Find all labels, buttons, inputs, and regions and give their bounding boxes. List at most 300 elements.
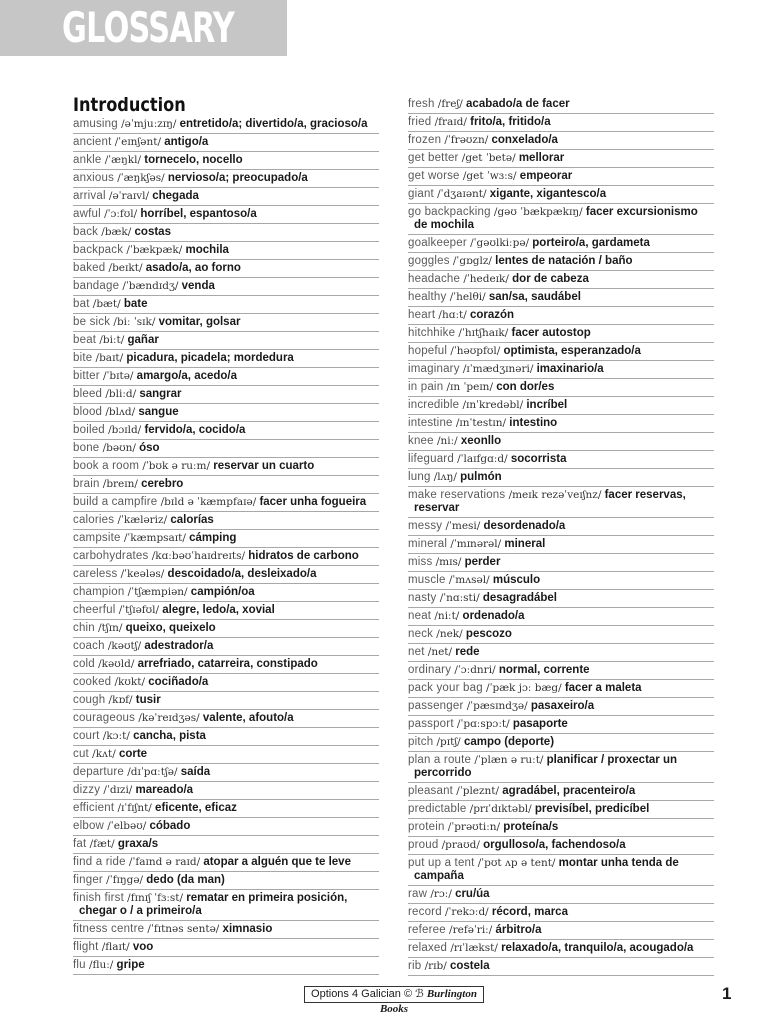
entry-word: departure <box>73 766 125 778</box>
entry-word: messy <box>408 520 443 532</box>
glossary-entry <box>73 476 379 494</box>
glossary-entry <box>408 644 714 662</box>
entry-translation: acabado/a de facer <box>466 98 570 110</box>
entry-word: record <box>408 906 442 918</box>
glossary-entry <box>73 818 379 836</box>
footer-publisher: Burlington Books <box>379 988 477 1015</box>
entry-pronunciation: /əˈraɪvl/ <box>108 190 150 202</box>
glossary-entry <box>408 325 714 343</box>
glossary-entry <box>73 746 379 764</box>
entry-translation: montar unha tenda de <box>558 857 679 869</box>
entry-translation: pasaxeiro/a <box>530 700 595 712</box>
entry-pronunciation: /ˈkæmpsaɪt/ <box>123 532 186 544</box>
entry-word: passenger <box>408 700 464 712</box>
entry-translation: porteiro/a, gardameta <box>532 237 650 249</box>
entry-pronunciation: /ɪn ˈpeɪn/ <box>446 381 493 393</box>
glossary-entry <box>73 224 379 242</box>
entry-translation: tornecelo, nocello <box>144 154 243 166</box>
entry-word: amusing <box>73 118 118 130</box>
entry-pronunciation: /meɪk rezəˈveɪʃnz/ <box>508 489 602 501</box>
entry-word: cooked <box>73 676 112 688</box>
entry-word: ankle <box>73 154 102 166</box>
entry-pronunciation: /ˈeɪnʃənt/ <box>114 136 162 148</box>
entry-pronunciation: /ɪˈfɪʃnt/ <box>117 802 152 814</box>
entry-pronunciation: /bəʊn/ <box>102 442 136 454</box>
entry-word: in pain <box>408 381 444 393</box>
entry-translation: queixo, queixelo <box>125 622 216 634</box>
entry-pronunciation: /baɪt/ <box>95 352 124 364</box>
entry-word: elbow <box>73 820 105 832</box>
entry-pronunciation: /kəʊtʃ/ <box>107 640 142 652</box>
glossary-entry <box>73 296 379 314</box>
entry-word: blood <box>73 406 103 418</box>
entry-translation: mellorar <box>518 152 565 164</box>
entry-translation: xeonllo <box>460 435 502 447</box>
glossary-entry <box>73 584 379 602</box>
glossary-entry <box>408 518 714 536</box>
glossary-entry <box>73 530 379 548</box>
entry-translation: sangrar <box>139 388 182 400</box>
entry-pronunciation: /bɪld ə ˈkæmpfaɪə/ <box>160 496 257 508</box>
entry-pronunciation: /mɪs/ <box>435 556 462 568</box>
entry-word: healthy <box>408 291 447 303</box>
entry-translation: conxelado/a <box>491 134 558 146</box>
entry-translation: cancha, pista <box>133 730 206 742</box>
entry-word: bleed <box>73 388 103 400</box>
entry-word: carbohydrates <box>73 550 149 562</box>
glossary-entry <box>408 114 714 132</box>
entry-pronunciation: /ɪˈmædʒɪnəri/ <box>462 363 534 375</box>
glossary-entry <box>408 783 714 801</box>
entry-pronunciation: /rɪb/ <box>424 960 447 972</box>
page-title: GLOSSARY <box>62 3 235 52</box>
glossary-column-left <box>73 94 379 975</box>
entry-word: awful <box>73 208 101 220</box>
glossary-entry <box>408 608 714 626</box>
entry-pronunciation: /ˈtʃɪəfʊl/ <box>118 604 160 616</box>
glossary-entry <box>408 958 714 976</box>
entry-translation: dedo (da man) <box>146 874 225 886</box>
entry-pronunciation: /ˈkeələs/ <box>120 568 165 580</box>
entry-pronunciation: /breɪn/ <box>102 478 138 490</box>
glossary-entry <box>73 242 379 260</box>
glossary-entry <box>408 626 714 644</box>
entry-word: finger <box>73 874 103 886</box>
glossary-entry <box>73 656 379 674</box>
glossary-entry <box>408 698 714 716</box>
entry-translation: sangue <box>138 406 179 418</box>
entry-translation: mineral <box>504 538 546 550</box>
entry-pronunciation: /beɪkt/ <box>108 262 143 274</box>
entry-word: boiled <box>73 424 105 436</box>
entry-translation: frito/a, fritido/a <box>470 116 551 128</box>
glossary-column-right <box>408 96 714 976</box>
glossary-entry <box>408 554 714 572</box>
entry-translation: atopar a alguén que te leve <box>203 856 351 868</box>
entry-translation: récord, marca <box>491 906 568 918</box>
glossary-entry <box>408 734 714 752</box>
glossary-entry <box>408 379 714 397</box>
entry-word: fresh <box>408 98 435 110</box>
entry-translation: cerebro <box>141 478 184 490</box>
entry-pronunciation: /ˈmʌsəl/ <box>448 574 490 586</box>
entry-pronunciation: /kɔːt/ <box>102 730 130 742</box>
glossary-entry <box>73 566 379 584</box>
entry-translation: proteína/s <box>503 821 559 833</box>
footer-credit <box>304 986 484 1015</box>
glossary-entry <box>73 890 379 921</box>
entry-word: hopeful <box>408 345 448 357</box>
entry-word: predictable <box>408 803 467 815</box>
entry-pronunciation: /ˈɔːfʊl/ <box>104 208 138 220</box>
entry-pronunciation: /ˈkæləriz/ <box>117 514 168 526</box>
entry-word: campsite <box>73 532 121 544</box>
entry-pronunciation: /ˈplæn ə ruːt/ <box>474 754 544 766</box>
entry-translation: gañar <box>127 334 159 346</box>
glossary-entry <box>73 692 379 710</box>
entry-translation: campo (deporte) <box>463 736 555 748</box>
entry-word: arrival <box>73 190 106 202</box>
entry-pronunciation: /kəˈreɪdʒəs/ <box>138 712 200 724</box>
entry-word: get worse <box>408 170 460 182</box>
entry-word: neat <box>408 610 432 622</box>
entry-translation: saída <box>180 766 211 778</box>
glossary-entry <box>408 415 714 433</box>
glossary-entry <box>73 332 379 350</box>
entry-translation: orgulloso/a, fachendoso/a <box>483 839 626 851</box>
entry-translation: ximnasio <box>222 923 273 935</box>
glossary-entry <box>408 469 714 487</box>
entry-word: brain <box>73 478 100 490</box>
entry-pronunciation: /ˈfɪŋgə/ <box>106 874 144 886</box>
entry-word: put up a tent <box>408 857 475 869</box>
glossary-entry <box>408 922 714 940</box>
entry-pronunciation: /ˈpɑːspɔːt/ <box>456 718 510 730</box>
entry-word: lifeguard <box>408 453 454 465</box>
entry-translation: facer unha fogueira <box>259 496 367 508</box>
entry-word: ancient <box>73 136 112 148</box>
entry-translation-continued: campaña <box>414 870 464 882</box>
entry-pronunciation: /ˈpleznt/ <box>456 785 500 797</box>
glossary-entry <box>73 260 379 278</box>
entry-pronunciation: /fluː/ <box>88 959 114 971</box>
entry-pronunciation: /ˈpæsɪndʒə/ <box>466 700 528 712</box>
entry-pronunciation: /ˈrekɔːd/ <box>445 906 489 918</box>
page-number: 1 <box>722 984 732 1003</box>
entry-pronunciation: /biːt/ <box>99 334 125 346</box>
glossary-entry <box>73 494 379 512</box>
glossary-entry <box>73 512 379 530</box>
glossary-entry <box>408 904 714 922</box>
entry-translation: optimista, esperanzado/a <box>503 345 641 357</box>
entry-translation-continued: de mochila <box>414 219 475 231</box>
entry-pronunciation: /rɔː/ <box>430 888 452 900</box>
entry-word: incredible <box>408 399 460 411</box>
entry-translation: rematar en primeira posición, <box>186 892 348 904</box>
glossary-entry <box>73 957 379 975</box>
entry-word: calories <box>73 514 115 526</box>
glossary-entry <box>73 170 379 188</box>
entry-translation: músculo <box>492 574 541 586</box>
entry-translation: asado/a, ao forno <box>145 262 241 274</box>
entry-word: heart <box>408 309 436 321</box>
entry-pronunciation: /hɑːt/ <box>438 309 467 321</box>
glossary-entry <box>408 752 714 783</box>
entry-pronunciation: /ˈprəʊtiːn/ <box>447 821 501 833</box>
entry-translation: imaxinario/a <box>536 363 604 375</box>
entry-translation: voo <box>132 941 154 953</box>
glossary-entry <box>73 206 379 224</box>
entry-translation: corazón <box>469 309 515 321</box>
entry-pronunciation: /bɔɪld/ <box>108 424 142 436</box>
entry-translation: graxa/s <box>117 838 159 850</box>
entry-word: go backpacking <box>408 206 491 218</box>
glossary-entry <box>408 150 714 168</box>
glossary-entry <box>73 134 379 152</box>
glossary-entry <box>73 854 379 872</box>
entry-translation: bate <box>123 298 148 310</box>
entry-pronunciation: /get ˈbetə/ <box>461 152 516 164</box>
entry-translation: campión/oa <box>190 586 255 598</box>
entry-pronunciation: /ˈbændɪdʒ/ <box>122 280 179 292</box>
entry-pronunciation: /refəˈriː/ <box>449 924 493 936</box>
entry-word: plan a route <box>408 754 472 766</box>
entry-word: fat <box>73 838 87 850</box>
glossary-entry <box>73 602 379 620</box>
entry-pronunciation: /fæt/ <box>89 838 115 850</box>
entry-pronunciation: /ˈæŋkʃəs/ <box>117 172 165 184</box>
entry-word: baked <box>73 262 106 274</box>
glossary-entry <box>73 638 379 656</box>
glossary-entry <box>73 872 379 890</box>
entry-translation: mochila <box>185 244 229 256</box>
entry-word: giant <box>408 188 434 200</box>
entry-pronunciation: /kʊkt/ <box>114 676 146 688</box>
entry-translation: perder <box>464 556 501 568</box>
entry-pronunciation: /kʌt/ <box>92 748 116 760</box>
entry-word: coach <box>73 640 105 652</box>
entry-translation: socorrista <box>510 453 567 465</box>
glossary-entry <box>408 536 714 554</box>
entry-pronunciation: /ˈhelθi/ <box>449 291 486 303</box>
entry-translation: alegre, ledo/a, xovial <box>162 604 275 616</box>
entry-pronunciation: /gəʊ ˈbækpækɪŋ/ <box>493 206 583 218</box>
entry-word: anxious <box>73 172 115 184</box>
glossary-list-right <box>408 96 714 976</box>
glossary-entry <box>408 801 714 819</box>
entry-translation: agradábel, pracenteiro/a <box>502 785 636 797</box>
entry-word: mineral <box>408 538 448 550</box>
entry-translation-continued: reservar <box>414 502 460 514</box>
glossary-entry <box>73 728 379 746</box>
entry-translation: nervioso/a; preocupado/a <box>167 172 308 184</box>
glossary-entry <box>73 368 379 386</box>
entry-translation: desordenado/a <box>483 520 566 532</box>
entry-translation: empeorar <box>519 170 573 182</box>
entry-word: fried <box>408 116 432 128</box>
entry-pronunciation: /flaɪt/ <box>101 941 130 953</box>
entry-word: goggles <box>408 255 450 267</box>
entry-translation: pulmón <box>460 471 502 483</box>
entry-pronunciation: /ˈæŋkl/ <box>104 154 142 166</box>
entry-translation: facer autostop <box>511 327 591 339</box>
entry-translation: arrefriado, catarreira, constipado <box>137 658 318 670</box>
entry-pronunciation: /ˈgəʊlkiːpə/ <box>470 237 530 249</box>
entry-word: be sick <box>73 316 111 328</box>
entry-pronunciation: /ˈbækpæk/ <box>126 244 183 256</box>
entry-pronunciation: /ˈɔːdnri/ <box>454 664 496 676</box>
entry-pronunciation: /dɪˈpɑːtʃə/ <box>127 766 178 778</box>
glossary-entry <box>408 361 714 379</box>
entry-pronunciation: /bæk/ <box>101 226 132 238</box>
glossary-entry <box>408 662 714 680</box>
entry-translation: mareado/a <box>135 784 194 796</box>
glossary-entry <box>73 314 379 332</box>
entry-pronunciation: /net/ <box>427 646 453 658</box>
entry-pronunciation: /fraɪd/ <box>434 116 467 128</box>
entry-word: pitch <box>408 736 434 748</box>
entry-pronunciation: /prɪˈdɪktəbl/ <box>469 803 532 815</box>
entry-pronunciation: /ˈbɪtə/ <box>102 370 134 382</box>
glossary-entry <box>73 548 379 566</box>
entry-word: bandage <box>73 280 120 292</box>
entry-word: champion <box>73 586 125 598</box>
entry-word: relaxed <box>408 942 448 954</box>
glossary-entry <box>408 132 714 150</box>
entry-translation: cóbado <box>149 820 191 832</box>
glossary-entry <box>73 620 379 638</box>
entry-translation: gripe <box>116 959 145 971</box>
entry-pronunciation: /bliːd/ <box>105 388 137 400</box>
glossary-entry <box>73 836 379 854</box>
entry-word: flu <box>73 959 86 971</box>
entry-word: passport <box>408 718 454 730</box>
entry-translation: cámping <box>189 532 237 544</box>
entry-word: dizzy <box>73 784 101 796</box>
entry-pronunciation: /blʌd/ <box>105 406 136 418</box>
entry-word: backpack <box>73 244 124 256</box>
entry-translation: vomitar, golsar <box>158 316 241 328</box>
entry-word: pleasant <box>408 785 454 797</box>
entry-pronunciation: /ˈbʊk ə ruːm/ <box>142 460 211 472</box>
entry-translation: óso <box>139 442 160 454</box>
glossary-entry <box>408 487 714 518</box>
entry-translation: pasaporte <box>512 718 568 730</box>
entry-translation: hidratos de carbono <box>248 550 359 562</box>
entry-translation: dor de cabeza <box>512 273 589 285</box>
entry-word: net <box>408 646 425 658</box>
entry-pronunciation: /ˈnɑːsti/ <box>439 592 480 604</box>
glossary-list-left <box>73 116 379 975</box>
entry-word: miss <box>408 556 433 568</box>
entry-pronunciation: /ˈhedeɪk/ <box>463 273 509 285</box>
glossary-entry <box>408 186 714 204</box>
footer-label: Options 4 Galician © <box>311 988 413 1000</box>
glossary-entry <box>408 168 714 186</box>
entry-word: chin <box>73 622 95 634</box>
glossary-entry <box>408 590 714 608</box>
glossary-entry <box>73 782 379 800</box>
glossary-entry <box>73 921 379 939</box>
entry-translation: horríbel, espantoso/a <box>140 208 257 220</box>
entry-pronunciation: /kɒf/ <box>108 694 133 706</box>
entry-translation: corte <box>118 748 148 760</box>
entry-word: raw <box>408 888 428 900</box>
glossary-entry <box>408 572 714 590</box>
entry-word: bite <box>73 352 93 364</box>
entry-pronunciation: /ˈfrəʊzn/ <box>444 134 489 146</box>
glossary-entry <box>73 800 379 818</box>
entry-pronunciation: /ɪnˈkredəbl/ <box>462 399 524 411</box>
entry-word: build a campfire <box>73 496 158 508</box>
entry-pronunciation: /fɪnɪʃ ˈfɜːst/ <box>127 892 184 904</box>
entry-translation: venda <box>181 280 215 292</box>
entry-pronunciation: /ˈgɒglz/ <box>452 255 492 267</box>
entry-translation: lentes de natación / baño <box>495 255 633 267</box>
entry-word: beat <box>73 334 97 346</box>
entry-word: finish first <box>73 892 124 904</box>
entry-pronunciation: /rɪˈlækst/ <box>450 942 498 954</box>
entry-translation: ordenado/a <box>462 610 525 622</box>
glossary-entry <box>73 116 379 134</box>
entry-word: get better <box>408 152 459 164</box>
entry-translation: calorías <box>170 514 214 526</box>
entry-pronunciation: /ˈtʃæmpiən/ <box>127 586 188 598</box>
entry-word: neck <box>408 628 434 640</box>
entry-translation: reservar un cuarto <box>213 460 315 472</box>
entry-translation: facer excursionismo <box>585 206 698 218</box>
entry-word: rib <box>408 960 422 972</box>
entry-translation-continued: chegar o / a primeiro/a <box>79 905 202 917</box>
glossary-entry <box>408 837 714 855</box>
entry-translation: relaxado/a, tranquilo/a, acougado/a <box>501 942 694 954</box>
entry-translation: tusir <box>135 694 161 706</box>
entry-word: court <box>73 730 100 742</box>
entry-word: back <box>73 226 99 238</box>
glossary-entry <box>408 271 714 289</box>
entry-pronunciation: /ˈhɪtʃhaɪk/ <box>458 327 509 339</box>
entry-pronunciation: /biː ˈsɪk/ <box>113 316 156 328</box>
entry-word: flight <box>73 941 99 953</box>
entry-word: intestine <box>408 417 453 429</box>
entry-pronunciation: /ˈhəʊpfʊl/ <box>450 345 501 357</box>
glossary-entry <box>73 404 379 422</box>
entry-word: careless <box>73 568 118 580</box>
glossary-entry <box>73 458 379 476</box>
entry-translation: planificar / proxectar un <box>546 754 678 766</box>
entry-word: cough <box>73 694 106 706</box>
entry-word: lung <box>408 471 431 483</box>
entry-translation: eficente, eficaz <box>155 802 237 814</box>
entry-pronunciation: /niːt/ <box>434 610 460 622</box>
entry-word: bitter <box>73 370 100 382</box>
entry-word: imaginary <box>408 363 460 375</box>
entry-word: efficient <box>73 802 115 814</box>
glossary-entry <box>408 451 714 469</box>
entry-word: find a ride <box>73 856 126 868</box>
entry-translation: xigante, xigantesco/a <box>489 188 607 200</box>
entry-pronunciation: /kəʊld/ <box>98 658 135 670</box>
glossary-entry <box>73 188 379 206</box>
entry-word: pack your bag <box>408 682 483 694</box>
entry-word: cold <box>73 658 95 670</box>
entry-translation: cru/úa <box>455 888 490 900</box>
glossary-entry <box>408 886 714 904</box>
entry-pronunciation: /get ˈwɜːs/ <box>462 170 517 182</box>
entry-translation: pescozo <box>465 628 512 640</box>
entry-word: knee <box>408 435 434 447</box>
section-title: Introduction <box>73 94 186 116</box>
